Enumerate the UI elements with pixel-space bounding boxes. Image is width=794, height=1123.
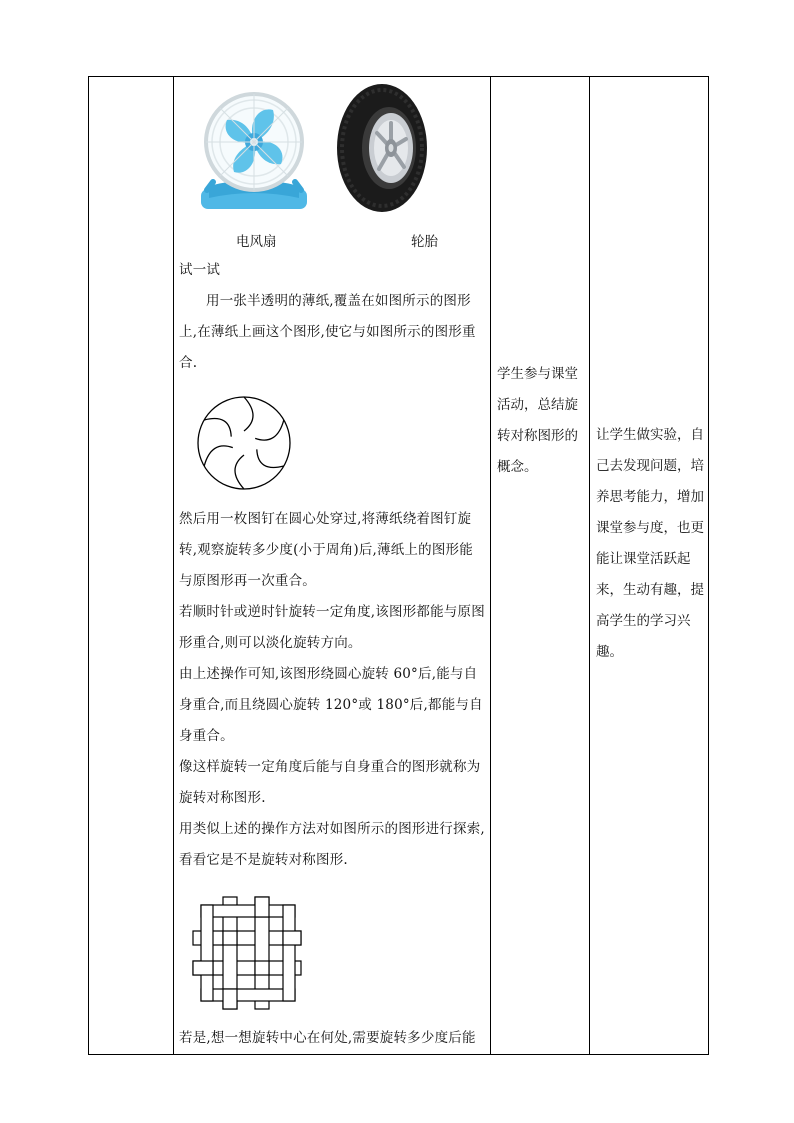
woven-squares-figure — [189, 895, 307, 1011]
paragraph-6: 用类似上述的操作方法对如图所示的图形进行探索,看看它是不是旋转对称图形. — [179, 821, 485, 868]
column-stage — [89, 77, 174, 1055]
paragraph-2: 然后用一枚图钉在圆心处穿过,将薄纸绕着图钉旋转,观察旋转多少度(小于周角)后,薄纸上的图形能与原图形再一次重合。 — [179, 511, 473, 589]
pinwheel-circle-figure — [194, 393, 294, 493]
electric-fan-image — [189, 86, 319, 216]
tire-caption: 轮胎 — [411, 234, 438, 250]
tire-image — [332, 81, 432, 215]
try-heading: 试一试 — [179, 262, 221, 278]
paragraph-1: 用一张半透明的薄纸,覆盖在如图所示的图形上,在薄纸上画这个图形,使它与如图所示的图形重合. — [179, 293, 476, 371]
paragraph-4: 由上述操作可知,该图形绕圆心旋转 60°后,能与自身重合,而且绕圆心旋转 120°或 180°后,都能与自身重合。 — [179, 666, 483, 744]
fan-caption: 电风扇 — [236, 234, 277, 250]
lesson-table — [88, 76, 709, 1055]
column-content — [174, 77, 491, 1055]
column-design-intent — [590, 77, 709, 1055]
design-intent-text: 让学生做实验，自己去发现问题，培养思考能力，增加课堂参与度，也更能让课堂活跃起来，生动有趣，提高学生的学习兴趣。 — [596, 427, 704, 660]
column-student-activity — [491, 77, 590, 1055]
student-activity-text: 学生参与课堂活动，总结旋转对称图形的概念。 — [497, 366, 578, 475]
paragraph-5: 像这样旋转一定角度后能与自身重合的图形就称为旋转对称图形. — [179, 759, 481, 806]
paragraph-3: 若顺时针或逆时针旋转一定角度,该图形都能与原图形重合,则可以淡化旋转方向。 — [179, 604, 485, 651]
paragraph-7: 若是,想一想旋转中心在何处,需要旋转多少度后能 — [179, 1030, 476, 1046]
